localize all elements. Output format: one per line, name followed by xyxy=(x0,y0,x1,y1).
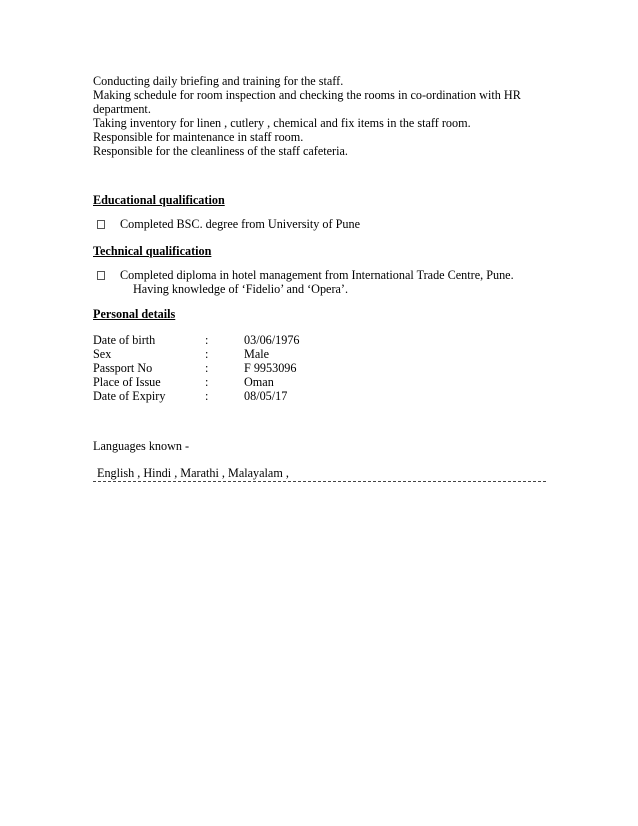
duty-line: Responsible for maintenance in staff room. xyxy=(93,130,304,144)
detail-separator: : xyxy=(205,333,209,347)
detail-value: Male xyxy=(244,347,270,361)
duty-line: Taking inventory for linen , cutlery , chemical and fix items in the staff room. xyxy=(93,116,471,130)
languages-label: Languages known - xyxy=(93,439,190,453)
duty-line: department. xyxy=(93,102,151,116)
detail-value: 03/06/1976 xyxy=(244,333,300,347)
education-heading: Educational qualification xyxy=(93,193,225,207)
detail-value: F 9953096 xyxy=(244,361,297,375)
detail-separator: : xyxy=(205,375,209,389)
detail-separator: : xyxy=(205,361,209,375)
detail-label: Sex xyxy=(93,347,112,361)
detail-value: Oman xyxy=(244,375,274,389)
detail-label: Place of Issue xyxy=(93,375,161,389)
bullet-box-icon xyxy=(97,271,105,280)
bullet-box-icon xyxy=(97,220,105,229)
detail-label: Date of Expiry xyxy=(93,389,166,403)
detail-separator: : xyxy=(205,347,209,361)
technical-item-line2: Having knowledge of ‘Fidelio’ and ‘Opera’. xyxy=(133,282,349,296)
technical-heading: Technical qualification xyxy=(93,244,212,258)
detail-label: Date of birth xyxy=(93,333,156,347)
duty-line: Responsible for the cleanliness of the staff cafeteria. xyxy=(93,144,348,158)
detail-value: 08/05/17 xyxy=(244,389,288,403)
languages-list: English , Hindi , Marathi , Malayalam , xyxy=(97,466,289,480)
technical-item-line1: Completed diploma in hotel management from International Trade Centre, Pune. xyxy=(120,268,514,282)
detail-separator: : xyxy=(205,389,209,403)
personal-heading: Personal details xyxy=(93,307,176,321)
dashed-divider xyxy=(93,481,546,482)
duty-line: Making schedule for room inspection and checking the rooms in co-ordination with HR xyxy=(93,88,521,102)
detail-label: Passport No xyxy=(93,361,153,375)
education-item: Completed BSC. degree from University of Pune xyxy=(120,217,360,231)
duty-line: Conducting daily briefing and training for the staff. xyxy=(93,74,344,88)
